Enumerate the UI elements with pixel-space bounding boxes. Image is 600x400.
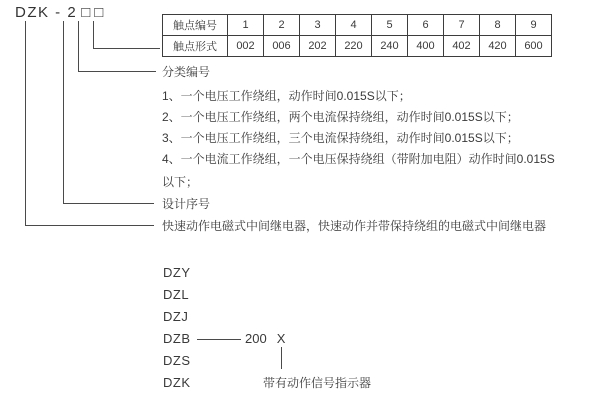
table-cell: 8	[480, 15, 516, 36]
table-cell: 2	[264, 15, 300, 36]
table-cell: 240	[372, 36, 408, 57]
classification-note-2: 2、一个电压工作绕组，两个电流保持绕组，动作时间0.015S以下；	[162, 110, 519, 124]
table-cell: 202	[300, 36, 336, 57]
table-cell: 220	[336, 36, 372, 57]
series-item-dzs: DZS	[163, 353, 191, 368]
table-cell: 402	[444, 36, 480, 57]
dzb-variant: X	[276, 331, 286, 346]
table-cell: 006	[264, 36, 300, 57]
table-cell: 4	[336, 15, 372, 36]
table-cell: 5	[372, 15, 408, 36]
relay-type-label: 快速动作电磁式中间继电器，快速动作并带保持绕组的电磁式中间继电器	[162, 219, 547, 233]
series-item-dzl: DZL	[163, 287, 190, 302]
table-cell: 9	[516, 15, 552, 36]
connector-line-classification-v	[78, 21, 79, 71]
connector-line-design-serial-v	[63, 21, 64, 203]
table-cell: 600	[516, 36, 552, 57]
design-serial-label: 设计序号	[162, 197, 211, 211]
contact-form-row	[163, 36, 552, 57]
table-cell: 420	[480, 36, 516, 57]
classification-note-3: 3、一个电压工作绕组，三个电流保持绕组，动作时间0.015S以下；	[162, 131, 519, 145]
connector-line-classification-h	[78, 71, 156, 72]
dzb-suffix	[245, 331, 285, 347]
classification-note-4-continued: 以下；	[162, 175, 199, 189]
table-cell: 400	[408, 36, 444, 57]
series-item-dzb: DZB	[163, 331, 191, 346]
connector-line-contact-form-h	[93, 48, 160, 49]
table-cell: 002	[228, 36, 264, 57]
model-code-text: DZK - 2	[15, 4, 78, 21]
placeholder-box-icon: □	[94, 4, 104, 21]
table-cell: 6	[408, 15, 444, 36]
connector-line-contact-form-v	[93, 21, 94, 48]
table-cell: 3	[300, 15, 336, 36]
connector-line-design-serial-h	[63, 203, 154, 204]
model-code	[15, 4, 103, 21]
dzb-number: 200	[245, 331, 267, 346]
contact-table	[162, 14, 552, 57]
indicator-note: 带有动作信号指示器	[263, 376, 372, 390]
series-item-dzk: DZK	[163, 375, 191, 390]
series-item-dzj: DZJ	[163, 309, 189, 324]
classification-note-1: 1、一个电压工作绕组，动作时间0.015S以下；	[162, 89, 411, 103]
contact-number-row	[163, 15, 552, 36]
table-cell: 1	[228, 15, 264, 36]
connector-line-dzb-suffix	[197, 339, 241, 340]
connector-line-relay-type-h	[25, 225, 154, 226]
series-item-dzy: DZY	[163, 265, 191, 280]
placeholder-box-icon: □	[81, 4, 91, 21]
table-cell: 7	[444, 15, 480, 36]
connector-line-relay-type-v	[25, 21, 26, 225]
classification-label: 分类编号	[162, 65, 211, 79]
connector-line-indicator	[281, 347, 282, 369]
classification-note-4: 4、一个电流工作绕组，一个电压保持绕组（带附加电阻）动作时间0.015S	[162, 152, 555, 166]
contact-form-header: 触点形式	[163, 36, 228, 57]
contact-number-header: 触点编号	[163, 15, 228, 36]
